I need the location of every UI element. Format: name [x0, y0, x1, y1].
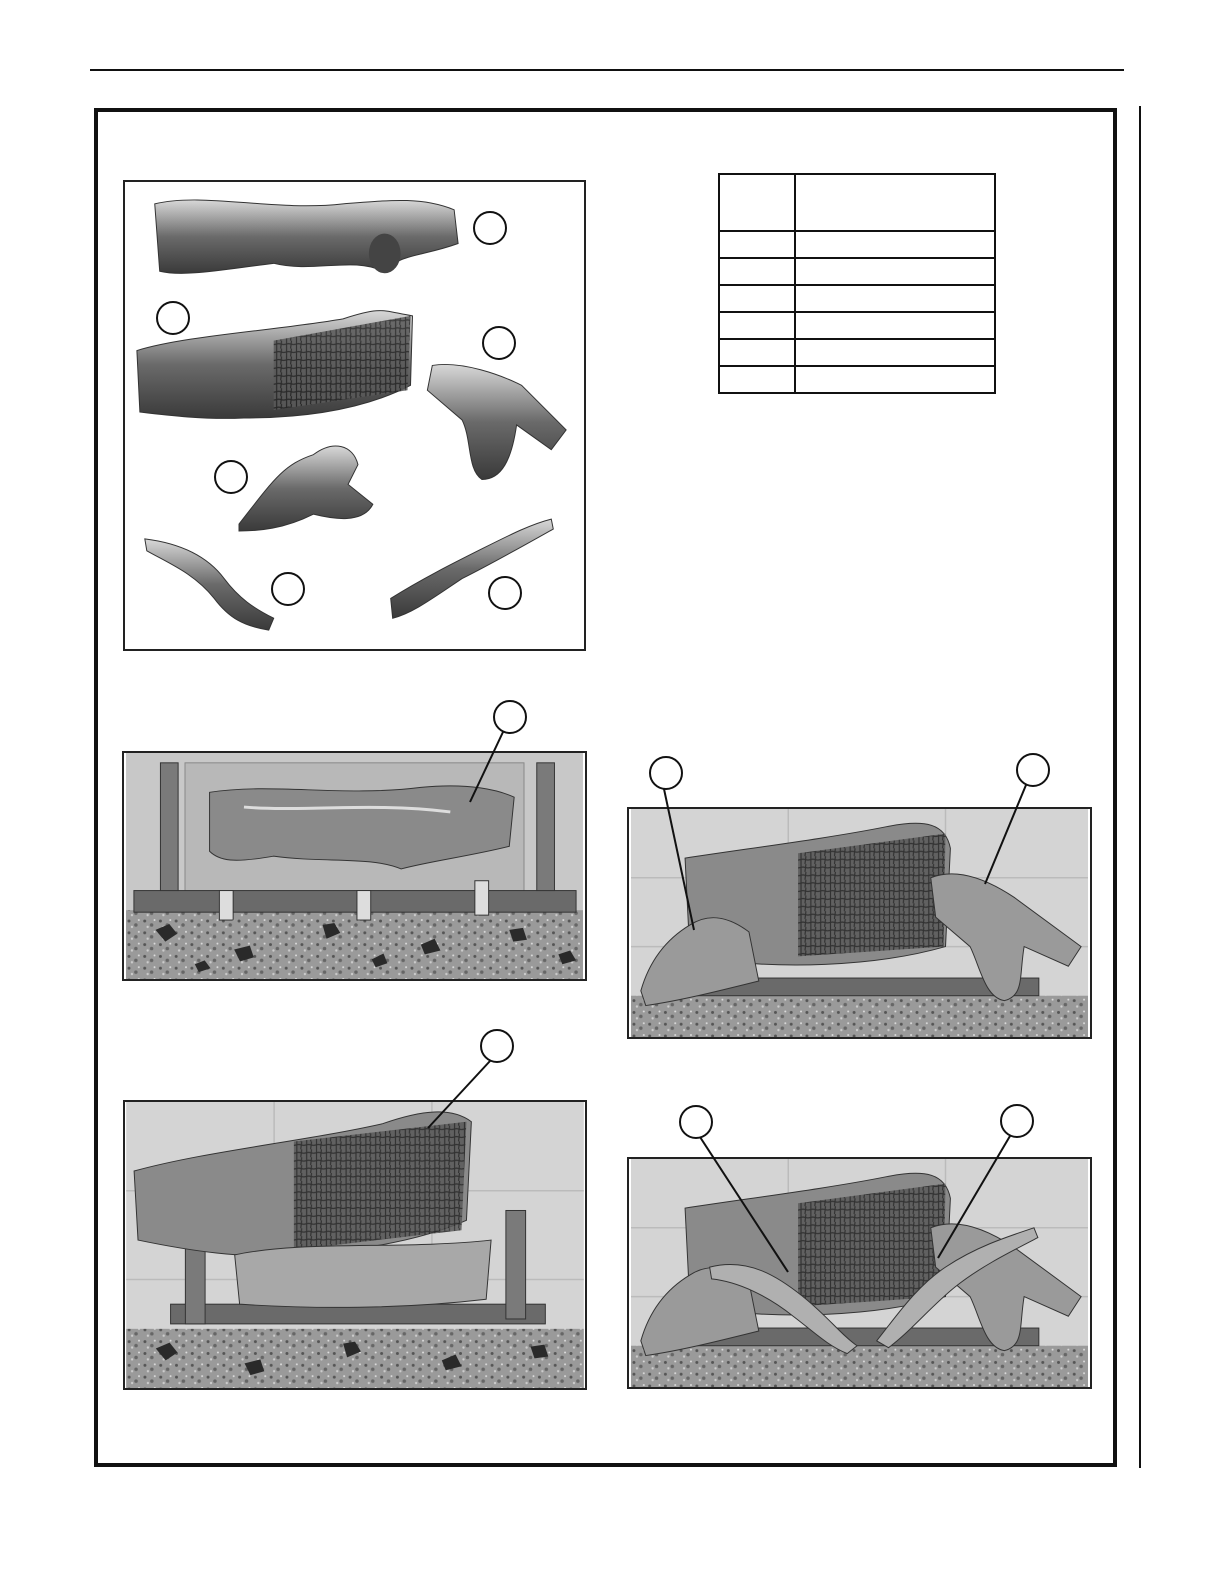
callout-left-branch [679, 1105, 713, 1139]
grate-with-rear-log-image [124, 753, 585, 979]
callout-right-branch [1000, 1104, 1034, 1138]
parts-table-header-cell [795, 174, 995, 231]
table-cell [719, 312, 795, 339]
header-rule [90, 69, 1124, 71]
callout-log-5 [271, 572, 305, 606]
table-row [719, 312, 995, 339]
table-cell [795, 312, 995, 339]
table-cell [795, 366, 995, 393]
step-front-log-figure [123, 1100, 587, 1390]
table-row [719, 366, 995, 393]
callout-left-side-log [649, 756, 683, 790]
callout-log-3 [482, 326, 516, 360]
grate-with-branches-image [629, 1159, 1090, 1387]
table-cell [795, 258, 995, 285]
parts-table-header [719, 174, 995, 231]
table-cell [795, 339, 995, 366]
step-rear-log-figure [122, 751, 587, 981]
table-cell [795, 231, 995, 258]
step-side-logs-figure [627, 807, 1092, 1039]
callout-front-log [480, 1029, 514, 1063]
parts-table [718, 173, 996, 394]
callout-log-4 [214, 460, 248, 494]
grate-with-side-logs-image [629, 809, 1090, 1037]
step-top-branches-figure [627, 1157, 1092, 1389]
callout-log-6 [488, 576, 522, 610]
table-cell [719, 366, 795, 393]
table-row [719, 231, 995, 258]
table-row [719, 285, 995, 312]
right-margin-rule [1139, 106, 1141, 1468]
callout-rear-log [493, 700, 527, 734]
parts-table-header-cell [719, 174, 795, 231]
table-row [719, 258, 995, 285]
table-cell [719, 258, 795, 285]
table-cell [719, 339, 795, 366]
grate-with-front-log-image [125, 1102, 585, 1388]
table-cell [719, 285, 795, 312]
callout-right-side-log [1016, 753, 1050, 787]
table-cell [719, 231, 795, 258]
callout-log-2 [156, 301, 190, 335]
table-row [719, 339, 995, 366]
table-cell [795, 285, 995, 312]
callout-log-1 [473, 211, 507, 245]
